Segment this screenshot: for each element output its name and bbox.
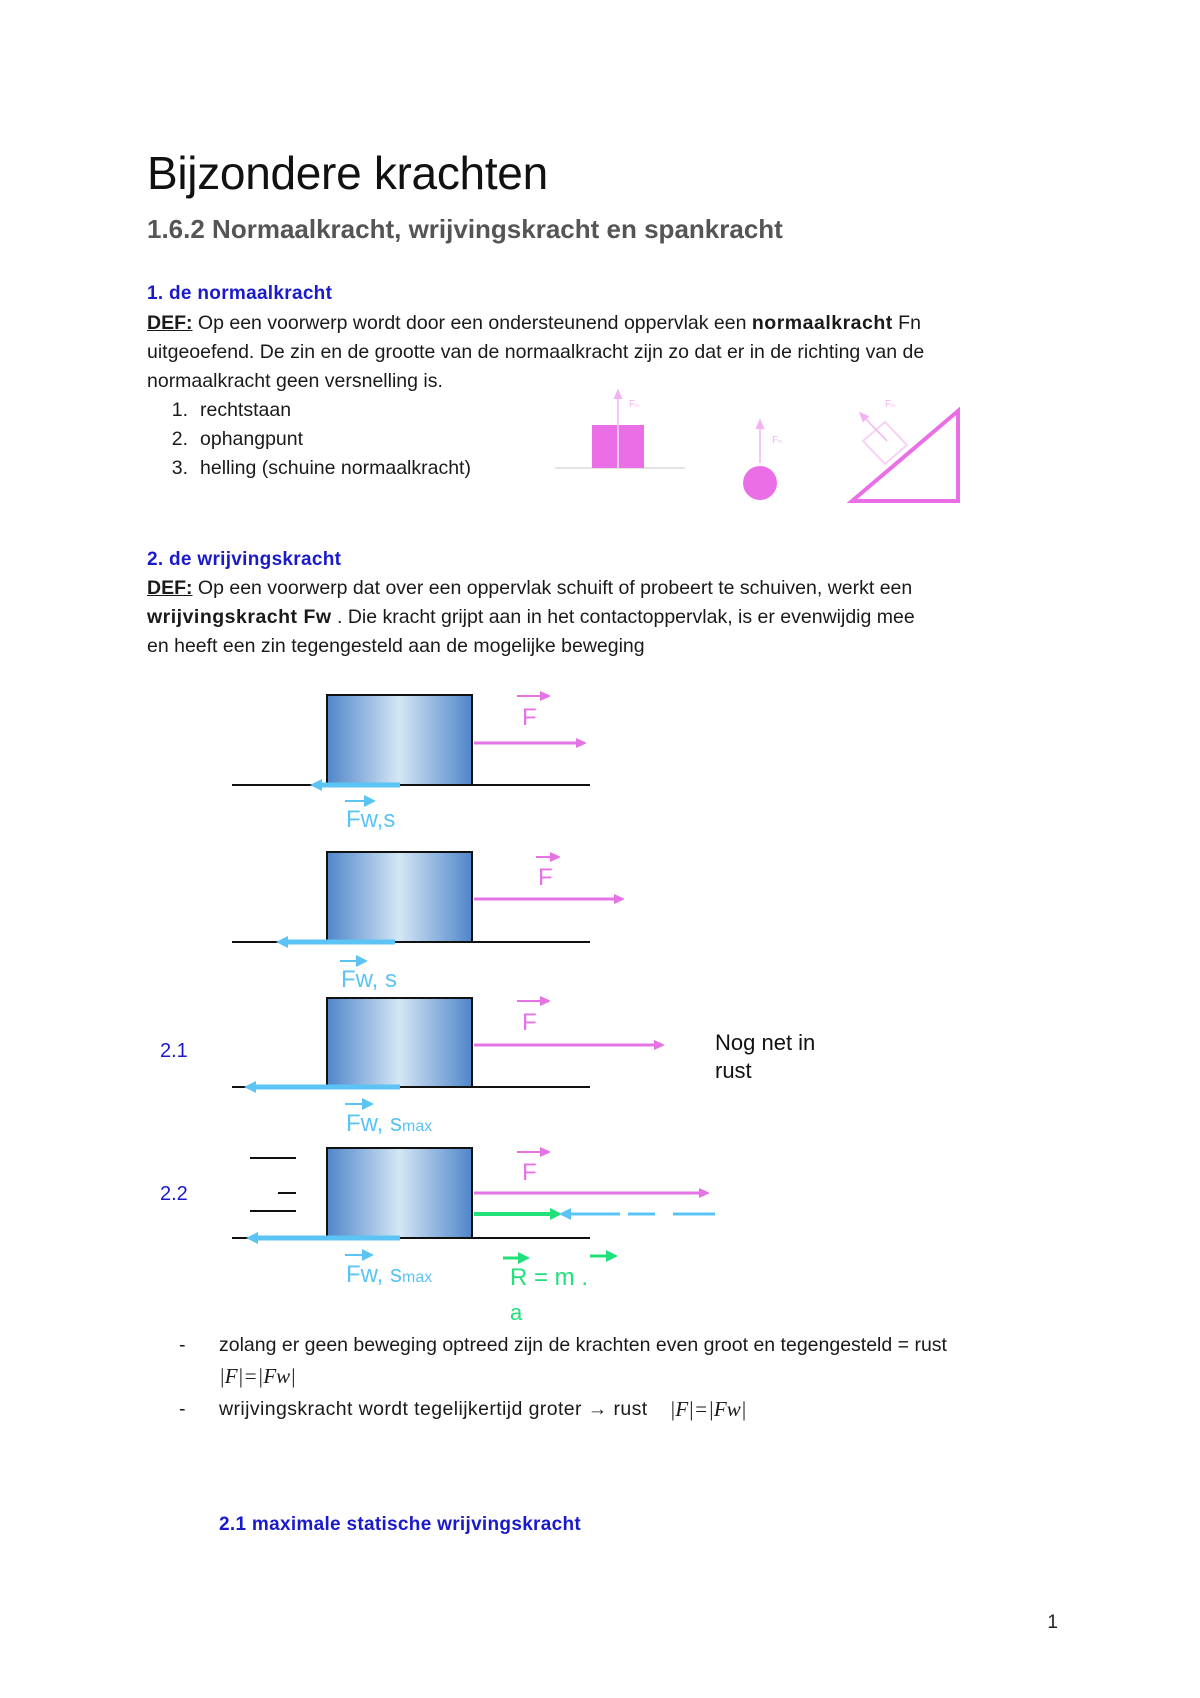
force-label-f: F — [538, 864, 553, 891]
list-item: - wrijvingskracht wordt tegelijkertijd groter → rust |F|=|Fw| — [147, 1394, 1087, 1425]
conclusion-list — [147, 1330, 1087, 1425]
definition-line — [147, 309, 1067, 338]
note-line-2: rust — [715, 1058, 752, 1083]
diagram-row-3 — [160, 998, 815, 1137]
section-normaalkracht-definition — [147, 309, 1067, 396]
diagram-row-4 — [160, 1148, 715, 1325]
def-text: Op een voorwerp dat over een oppervlak schuift of probeert te schuiven, werkt een — [192, 577, 913, 599]
standing-block-figure — [555, 393, 685, 468]
definition-line: normaalkracht geen versnelling is. — [147, 370, 443, 392]
def-label: DEF: — [147, 312, 193, 334]
definition-line — [147, 574, 1067, 603]
block — [327, 852, 472, 942]
list-item: 1. rechtstaan — [171, 399, 292, 421]
incline-shape — [852, 411, 958, 501]
def-label: DEF: — [147, 577, 193, 599]
formula: |F|=|Fw| — [219, 1364, 296, 1388]
case-label-2-1: 2.1 — [160, 1040, 188, 1062]
force-label-f: F — [522, 704, 537, 731]
def-text-tail: . Die kracht grijpt aan in het contactoppervlak, is er evenwijdig mee — [331, 606, 915, 628]
page-number: 1 — [1047, 1612, 1058, 1633]
ball-shape — [743, 466, 777, 500]
def-text-tail: Fn — [892, 312, 921, 334]
normal-force-figures — [550, 385, 990, 510]
case-label-2-2: 2.2 — [160, 1183, 188, 1205]
fn-label: Fₙ — [629, 399, 640, 410]
force-label-f: F — [522, 1009, 537, 1036]
section-heading-wrijvingskracht: 2. de wrijvingskracht — [147, 549, 342, 570]
force-label-f: F — [522, 1159, 537, 1186]
resultant-label: R = m . — [510, 1264, 589, 1291]
diagram-row-1 — [232, 695, 590, 833]
diagram-row-2 — [232, 852, 620, 993]
friction-label: Fw, s — [341, 966, 398, 993]
friction-label-max: Fw, smax — [346, 1110, 433, 1137]
list-item: 3. helling (schuine normaalkracht) — [171, 457, 471, 479]
definition-line — [147, 603, 1067, 632]
friction-diagram — [0, 680, 816, 1330]
list-item — [147, 1361, 1087, 1392]
page-subtitle: 1.6.2 Normaalkracht, wrijvingskracht en spankracht — [147, 214, 783, 244]
block — [327, 998, 472, 1087]
fn-label: Fₙ — [772, 435, 783, 446]
note-line-1: Nog net in — [715, 1030, 816, 1055]
section-heading-statische-wrijving: 2.1 maximale statische wrijvingskracht — [219, 1514, 582, 1535]
normaalkracht-cases-list — [153, 396, 471, 483]
section-wrijvingskracht-definition — [147, 574, 1067, 661]
hanging-ball-figure — [743, 423, 782, 500]
friction-label: Fw,s — [346, 806, 396, 833]
block — [327, 695, 472, 785]
list-item: - zolang er geen beweging optreed zijn de krachten even groot en tegengesteld = rust — [179, 1334, 947, 1356]
def-keyword: wrijvingskracht Fw — [147, 606, 332, 628]
friction-label-max: Fw, smax — [346, 1261, 433, 1288]
list-item: 2. ophangpunt — [171, 428, 304, 450]
normal-force-arrow — [862, 415, 887, 441]
incline-figure — [852, 399, 958, 501]
section-heading-normaalkracht: 1. de normaalkracht — [147, 283, 333, 304]
def-text: Op een voorwerp wordt door een ondersteunend oppervlak een — [192, 312, 752, 334]
definition-line: en heeft een zin tegengesteld aan de mogelijke beweging — [147, 635, 645, 657]
fn-label: Fₙ — [885, 399, 896, 410]
acceleration-label: a — [510, 1300, 523, 1325]
block — [327, 1148, 472, 1238]
formula: |F|=|Fw| — [669, 1397, 747, 1421]
def-keyword: normaalkracht — [751, 312, 893, 334]
page-title: Bijzondere krachten — [147, 147, 548, 199]
definition-line: uitgeoefend. De zin en de grootte van de normaalkracht zijn zo dat er in de richting van de — [147, 341, 925, 363]
